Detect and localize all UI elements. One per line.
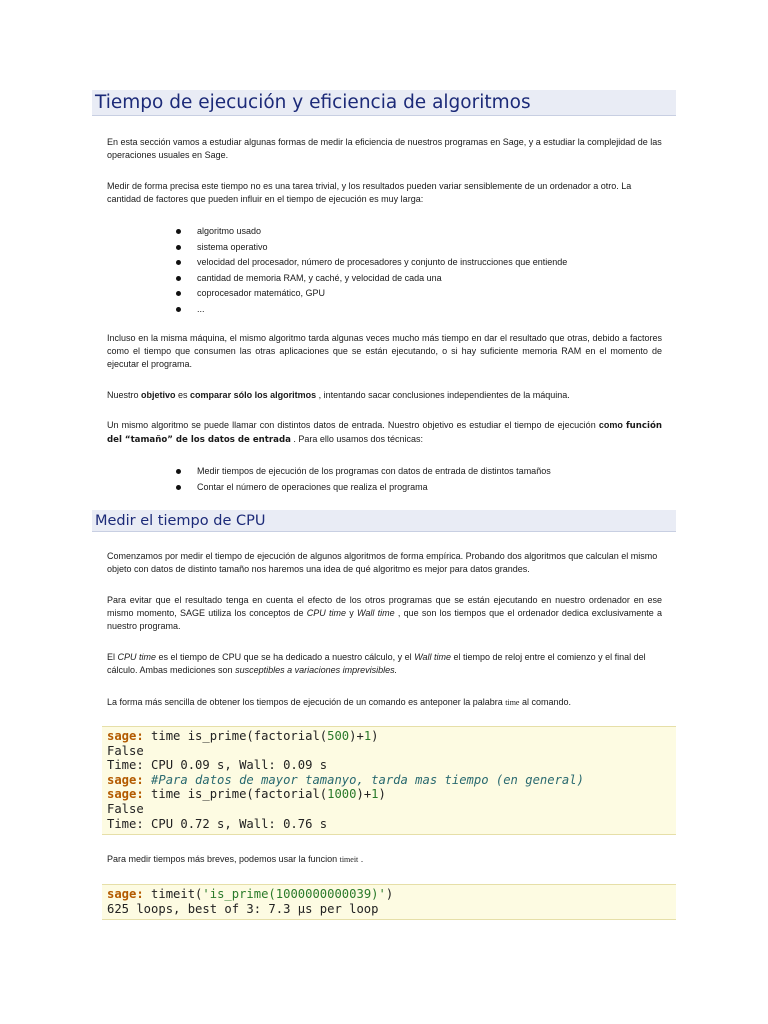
code-line: sage: #Para datos de mayor tamanyo, tarda mas tiempo (en general) [107, 772, 584, 787]
section-title: Medir el tiempo de CPU [92, 510, 676, 532]
code-output-line: Time: CPU 0.72 s, Wall: 0.76 s [107, 816, 328, 831]
list-item: sistema operativo [176, 240, 567, 256]
code-line: sage: time is_prime(factorial(500)+1) [107, 729, 379, 743]
section2-paragraph-2: Para evitar que el resultado tenga en cuenta el efecto de los otros programas que se están ejecutando en nuestro ordenador en ese mismo momento, SAGE utiliza los conceptos de CPU time y Wall time , que son los tiempos que el ordenador dedica exclusivamente a nuestro programa. [107, 595, 662, 631]
page-title: Tiempo de ejecución y eficiencia de algoritmos [92, 90, 676, 116]
list-item: ... [176, 302, 567, 318]
list-item: coprocesador matemático, GPU [176, 286, 567, 302]
bullet-icon [176, 291, 181, 296]
bullet-icon [176, 469, 181, 474]
factors-list [176, 224, 567, 317]
bullet-icon [176, 307, 181, 312]
code-block-timeit [102, 884, 676, 920]
code-line: sage: timeit('is_prime(1000000000039)') [107, 887, 394, 901]
bullet-icon [176, 260, 181, 265]
objective-paragraph: Nuestro objetivo es comparar sólo los algoritmos , intentando sacar conclusiones independientes de la máquina. [107, 390, 570, 400]
list-item: Medir tiempos de ejecución de los programas con datos de entrada de distintos tamaños [176, 464, 551, 480]
bullet-icon [176, 276, 181, 281]
section2-paragraph-1: Comenzamos por medir el tiempo de ejecución de algunos algoritmos de forma empírica. Probando dos algoritmos que calculan el mismo objeto con datos de distinto tamaño nos haremos una idea de qué algoritmo es mejor para datos grandes. [107, 551, 658, 574]
code-output-line: 625 loops, best of 3: 7.3 µs per loop [107, 901, 379, 916]
list-item: algoritmo usado [176, 224, 567, 240]
code-output-line: Time: CPU 0.09 s, Wall: 0.09 s [107, 758, 328, 773]
bullet-icon [176, 485, 181, 490]
section2-paragraph-3: El CPU time es el tiempo de CPU que se ha dedicado a nuestro cálculo, y el Wall time el tiempo de reloj entre el comienzo y el final del cálculo. Ambas mediciones son susceptibles a variaciones imprevisibles. [107, 652, 646, 675]
intro-paragraph-3: Incluso en la misma máquina, el mismo algoritmo tarda algunas veces mucho más tiempo en dar el resultado que otras, debido a factores como el tiempo que consumen las otras aplicaciones que se están ejecutando, o si hay suficiente memoria RAM en el momento de ejecutar el programa. [107, 333, 662, 369]
techniques-list [176, 464, 551, 495]
input-size-paragraph: Un mismo algoritmo se puede llamar con distintos datos de entrada. Nuestro objetivo es estudiar el tiempo de ejecución como función del “tamaño” de los datos de entrada . Para ello usamos dos técnicas: [107, 420, 662, 445]
bullet-icon [176, 245, 181, 250]
code-output-line: False [107, 743, 144, 758]
list-item: cantidad de memoria RAM, y caché, y velocidad de cada una [176, 271, 567, 287]
list-item: Contar el número de operaciones que realiza el programa [176, 480, 551, 496]
intro-paragraph-1: En esta sección vamos a estudiar algunas formas de medir la eficiencia de nuestros programas en Sage, y a estudiar la complejidad de las operaciones usuales en Sage. [107, 137, 662, 160]
section2-paragraph-4: La forma más sencilla de obtener los tiempos de ejecución de un comando es anteponer la palabra time al comando. [107, 697, 571, 707]
code-line: sage: time is_prime(factorial(1000)+1) [107, 787, 386, 802]
code-block-time [102, 726, 676, 835]
bullet-icon [176, 229, 181, 234]
section2-paragraph-5: Para medir tiempos más breves, podemos usar la funcion timeit . [107, 854, 364, 864]
code-output-line: False [107, 801, 144, 816]
list-item: velocidad del procesador, número de procesadores y conjunto de instrucciones que entiende [176, 255, 567, 271]
intro-paragraph-2: Medir de forma precisa este tiempo no es una tarea trivial, y los resultados pueden variar sensiblemente de un ordenador a otro. La cantidad de factores que pueden influir en el tiempo de ejecución es muy larga: [107, 181, 632, 204]
